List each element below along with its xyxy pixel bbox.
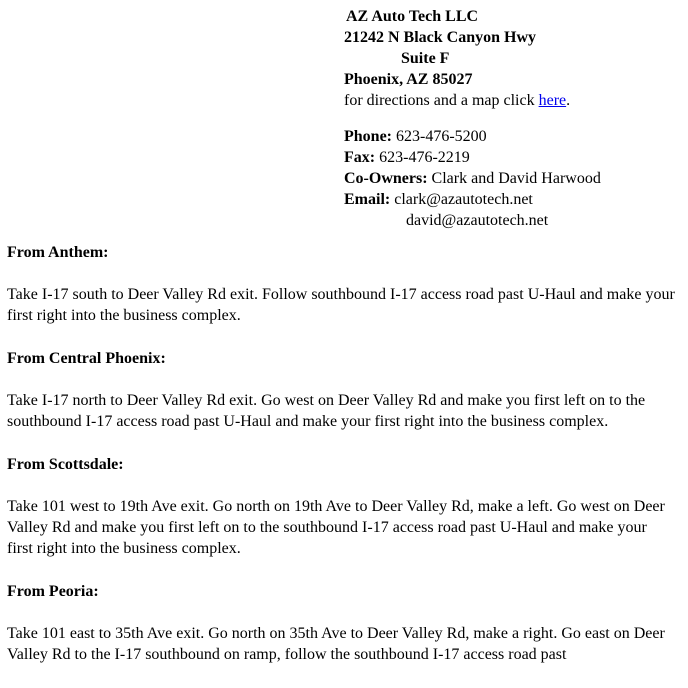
email-primary: clark@azautotech.net [394, 191, 533, 208]
owners-label: Co-Owners: [344, 170, 428, 187]
phone-line [344, 126, 688, 147]
directions-here-link[interactable]: here [538, 92, 567, 109]
company-name: AZ Auto Tech LLC [346, 8, 479, 25]
directions-section-scottsdale [7, 455, 675, 559]
phone-label: Phone: [344, 128, 392, 145]
directions-link-suffix: . [566, 92, 571, 109]
section-body: Take 101 east to 35th Ave exit. Go north on 35th Ave to Deer Valley Rd, make a right. Go east on Deer Valley Rd to the I-17 southbound on ramp, follow the southbound I-17 access road past [7, 625, 665, 663]
directions-section-central-phoenix [7, 349, 675, 432]
section-heading: From Anthem: [7, 244, 109, 261]
contact-info-block [344, 126, 688, 231]
fax-label: Fax: [344, 149, 376, 166]
section-body: Take 101 west to 19th Ave exit. Go north on 19th Ave to Deer Valley Rd, make a left. Go west on Deer Valley Rd and make you first left on to the southbound I-17 access road past U-Haul and make your first right into the business complex. [7, 498, 665, 557]
directions-link-prefix: for directions and a map click [344, 92, 539, 109]
fax-number: 623-476-2219 [379, 149, 470, 166]
suite-number: Suite F [401, 50, 450, 67]
email-line [344, 189, 688, 210]
owners-line [344, 168, 688, 189]
directions-link-line [344, 90, 684, 111]
city-state-zip: Phoenix, AZ 85027 [344, 71, 473, 88]
section-heading: From Scottsdale: [7, 456, 124, 473]
email-label: Email: [344, 191, 391, 208]
directions-container [7, 243, 675, 688]
directions-section-anthem [7, 243, 675, 326]
section-heading: From Central Phoenix: [7, 350, 166, 367]
owners-names: Clark and David Harwood [431, 170, 601, 187]
street-address: 21242 N Black Canyon Hwy [344, 29, 537, 46]
email-secondary: david@azautotech.net [406, 212, 549, 229]
section-heading: From Peoria: [7, 583, 99, 600]
phone-number: 623-476-5200 [396, 128, 487, 145]
fax-line [344, 147, 688, 168]
directions-section-peoria [7, 582, 675, 665]
business-address-block [344, 6, 684, 111]
section-body: Take I-17 north to Deer Valley Rd exit. Go west on Deer Valley Rd and make you first left on to the southbound I-17 access road past U-Haul and make your first right into the business complex. [7, 392, 646, 430]
section-body: Take I-17 south to Deer Valley Rd exit. Follow southbound I-17 access road past U-Haul and make your first right into the business complex. [7, 286, 675, 324]
